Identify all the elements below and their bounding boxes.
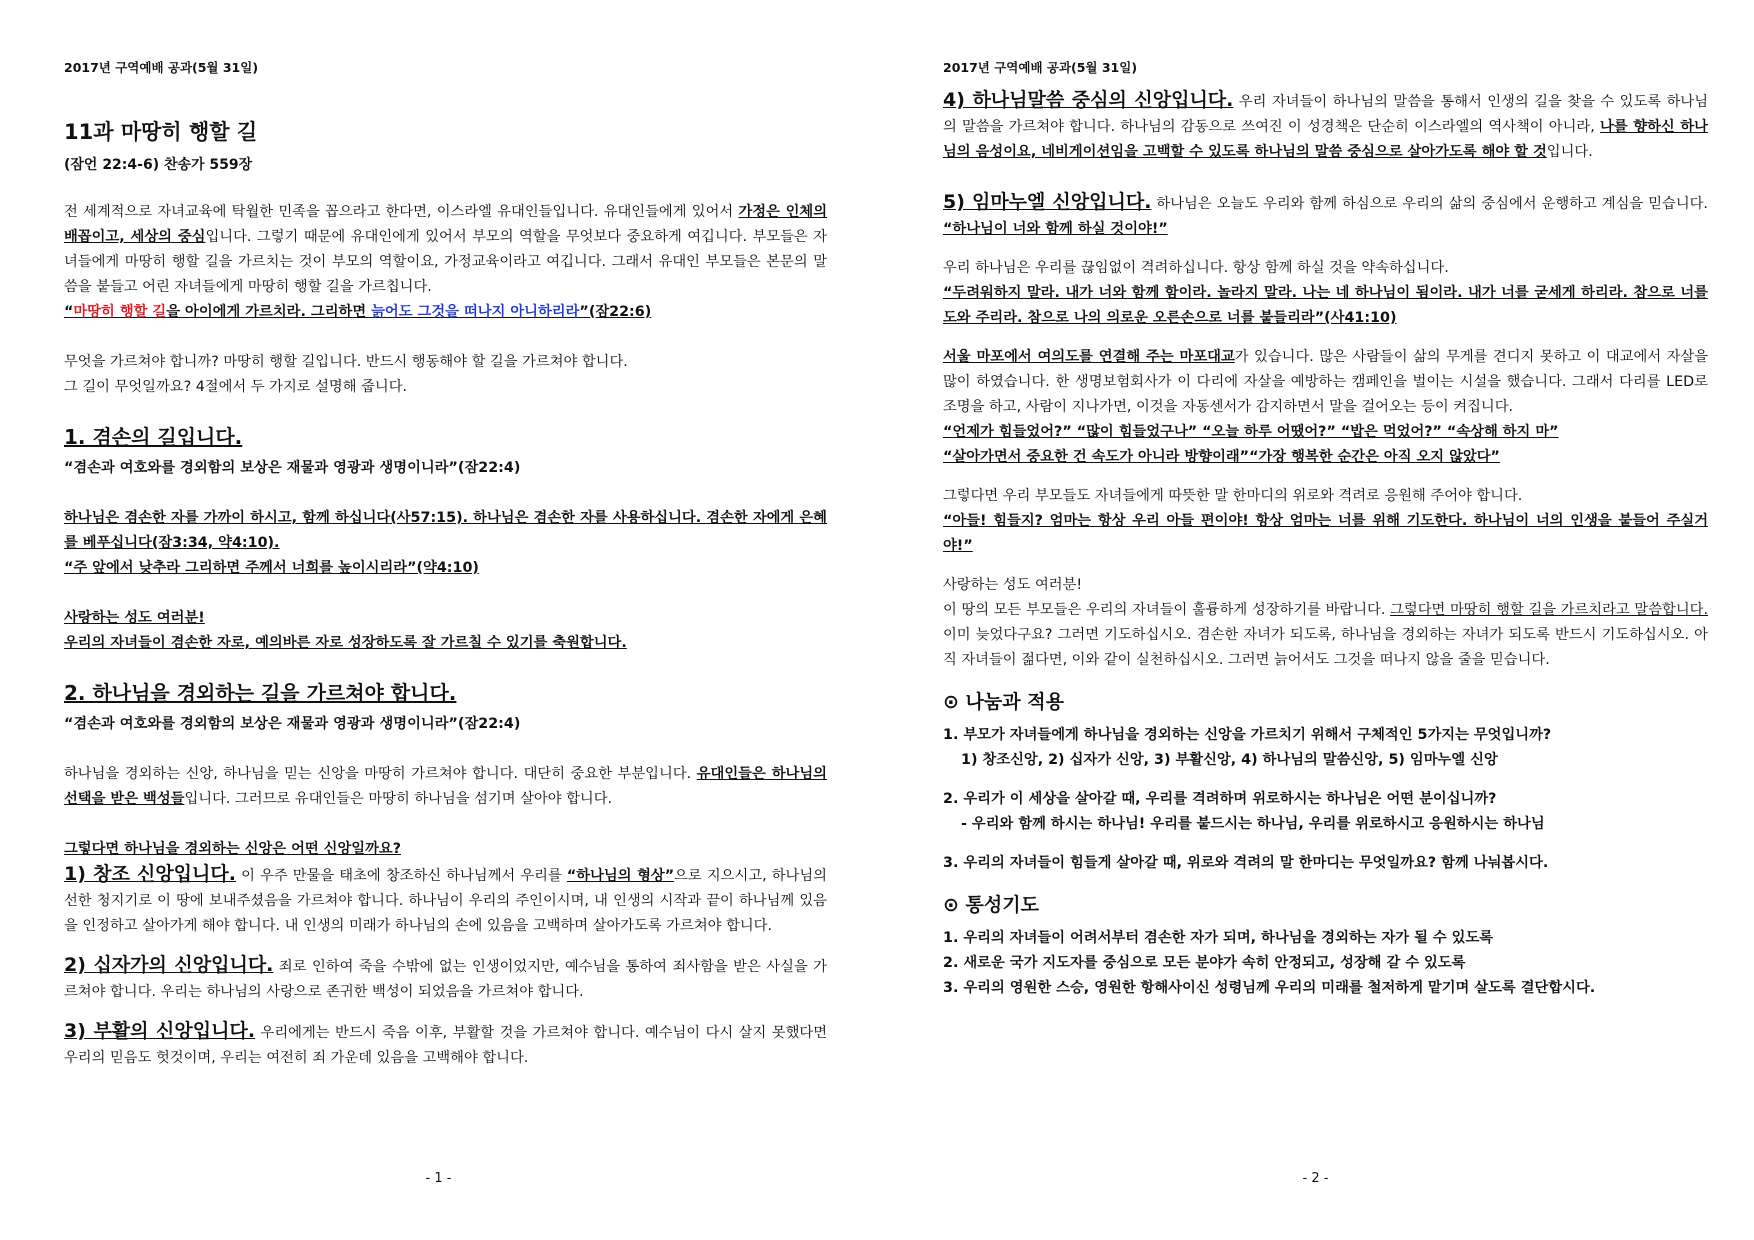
text: 이 우주 만물을 태초에 창조하신 하나님께서 우리를 (235, 868, 567, 884)
subsection-3 (64, 1019, 827, 1071)
subsection-1 (64, 862, 827, 939)
question: 그렇다면 하나님을 경외하는 신앙은 어떤 신앙일까요? (64, 841, 402, 857)
prayer-2: 2. 새로운 국가 지도자를 중심으로 모든 분야가 속히 안정되고, 성장해 갈 수 있도록 (943, 955, 1466, 971)
subsection-heading: 5) 임마누엘 신앙입니다. (943, 191, 1152, 213)
paragraph (943, 598, 1708, 673)
subsection-4 (943, 88, 1708, 165)
verse-quote-open: “ (64, 304, 74, 320)
emphasis: “하나님이 너와 함께 하실 것이야!” (943, 221, 1168, 237)
key-verse (64, 300, 827, 325)
paragraph: 하나님은 겸손한 자를 가까이 하시고, 함께 하십니다(사57:15). 하나님은 겸손한 자를 사용하십니다. 겸손한 자에게 은혜를 베푸십니다(잠3:34, 약4:10). (64, 510, 827, 551)
paragraph: 그렇다면 우리 부모들도 자녀들에게 따뜻한 말 한마디의 위로와 격려로 응원해 주어야 합니다. (943, 488, 1523, 504)
paragraph (943, 345, 1708, 420)
text: 우리 자녀들이 하나님의 말씀을 통해서 인생의 길을 찾을 수 있도록 하나님의 말씀을 가르쳐야 합니다. 하나님의 감동으로 쓰여진 이 성경책은 단순히 이스라엘의 역사책이 아니라, (943, 94, 1709, 135)
section-heading-1: 1. 겸손의 길입니다. (64, 425, 243, 449)
paragraph: 사랑하는 성도 여러분! (64, 610, 205, 626)
emphasis: 유대인들은 하나님의 선택을 받은 백성들 (64, 766, 827, 807)
emphasis: “하나님의 형상” (566, 868, 675, 884)
subsection-heading: 4) 하나님말씀 중심의 신앙입니다. (943, 89, 1234, 111)
text: 이 땅의 모든 부모들은 우리의 자녀들이 훌륭하게 성장하기를 바랍니다. (943, 602, 1391, 618)
paragraph: 우리 하나님은 우리를 끊임없이 격려하십니다. 항상 함께 하실 것을 약속하십니다. (943, 260, 1449, 276)
page-header: 2017년 구역예배 공과(5월 31일) (943, 60, 1138, 75)
intro-paragraph (64, 200, 827, 300)
paragraph: 무엇을 가르쳐야 합니까? 마땅히 행할 길입니다. 반드시 행동해야 할 길을 가르쳐야 합니다. (64, 354, 628, 370)
section-verse: “겸손과 여호와를 경외함의 보상은 재물과 영광과 생명이니라”(잠22:4) (64, 460, 521, 476)
answer-2: - 우리와 함께 하시는 하나님! 우리를 붙드시는 하나님, 우리를 위로하시고 응원하시는 하나님 (961, 816, 1545, 832)
quote: “살아가면서 중요한 건 속도가 아니라 방향이래”“가장 행복한 순간은 아직 오지 않았다” (943, 449, 1500, 465)
intro-emphasis: 가정은 인체의 배꼽이고, 세상의 중심 (64, 204, 828, 245)
section-verse: “겸손과 여호와를 경외함의 보상은 재물과 영광과 생명이니라”(잠22:4) (64, 716, 521, 732)
text: 입니다. 그러므로 유대인들은 마땅히 하나님을 섬기며 살아야 합니다. (184, 791, 613, 807)
text: 가 있습니다. 많은 사람들이 삶의 무게를 견디지 못하고 이 대교에서 자살을 많이 하였습니다. 한 생명보험회사가 이 다리에 자살을 예방하는 캠페인을 벌이는 시설을 했습니다. 그래서 다리를 LED로 조명을 하고, 사람이 지나가면, 이것을 자동센서가 감지하면서 말을 걸어오는 등이 켜집니다. (943, 349, 1709, 415)
lesson-subtitle: (잠언 22:4-6) 찬송가 559장 (64, 157, 253, 173)
emphasis: 나를 향하신 하나님의 음성이요, 네비게이션임을 고백할 수 있도록 하나님의 말씀 중심으로 살아가도록 해야 할 것 (943, 119, 1708, 160)
quote: “두려워하지 말라. 내가 너와 함께 함이라. 놀라지 말라. 나는 네 하나님이 됨이라. 내가 너를 굳세게 하리라. 참으로 너를 도와 주리라. 참으로 나의 의로운 오른손으로 너를 붙들리라”(사41:10) (943, 285, 1708, 326)
text: 이미 늦었다구요? 그러면 기도하십시오. 겸손한 자녀가 되도록, 하나님을 경외하는 자녀가 되도록 반드시 기도하십시오. 아직 자녀들이 젊다면, 이와 같이 실천하십시오. 그러면 늙어서도 그것을 떠나지 않을 줄을 믿습니다. (943, 627, 1708, 668)
verse-ref: ”(잠22:6) (579, 304, 652, 320)
text: 하나님을 경외하는 신앙, 하나님을 믿는 신앙을 마땅히 가르쳐야 합니다. 대단히 중요한 부분입니다. (64, 766, 697, 782)
answer-1: 1) 창조신앙, 2) 십자가 신앙, 3) 부활신앙, 4) 하나님의 말씀신앙, 5) 임마누엘 신앙 (961, 752, 1498, 768)
subsection-heading: 3) 부활의 신앙입니다. (64, 1020, 256, 1042)
prayer-1: 1. 우리의 자녀들이 어려서부터 겸손한 자가 되며, 하나님을 경외하는 자가 될 수 있도록 (943, 930, 1494, 946)
paragraph: 사랑하는 성도 여러분! (943, 577, 1083, 593)
prayer-heading: ⊙ 통성기도 (943, 894, 1039, 916)
intro-text-1: 전 세계적으로 자녀교육에 탁월한 민족을 꼽으라고 한다면, 이스라엘 유대인들입니다. 유대인들에게 있어서 (64, 204, 739, 220)
subsection-heading: 2) 십자가의 신앙입니다. (64, 954, 274, 976)
quote: “아들! 힘들지? 엄마는 항상 우리 아들 편이야! 항상 엄마는 너를 위해 기도한다. 하나님이 너의 인생을 붙들어 주실거야!” (943, 513, 1708, 554)
section-heading-2: 2. 하나님을 경외하는 길을 가르쳐야 합니다. (64, 681, 457, 705)
text: 죄로 인하여 죽을 수밖에 없는 인생이었지만, 예수님을 통하여 죄사함을 받은 사실을 가르쳐야 합니다. 우리는 하나님의 사랑으로 존귀한 백성이 되었음을 가르쳐야 합니다. (64, 959, 827, 1000)
question-1: 1. 부모가 자녀들에게 하나님을 경외하는 신앙을 가르치기 위해서 구체적인 5가지는 무엇입니까? (943, 727, 1552, 743)
lesson-title: 11과 마땅히 행할 길 (64, 120, 258, 144)
quote: “주 앞에서 낮추라 그리하면 주께서 너희를 높이시리라”(약4:10) (64, 560, 479, 576)
verse-blue-phrase: 늙어도 그것을 떠나지 아니하리라 (371, 304, 580, 320)
paragraph: 우리의 자녀들이 겸손한 자로, 예의바른 자로 성장하도록 잘 가르칠 수 있기를 축원합니다. (64, 635, 627, 651)
emphasis: 그렇다면 마땅히 행할 길을 가르치라고 말씀합니다. (1390, 602, 1708, 618)
quote: “언제가 힘들었어?” “많이 힘들었구나” “오늘 하루 어땠어?” “밥은 먹었어?” “속상해 하지 마” (943, 424, 1559, 440)
share-heading: ⊙ 나눔과 적용 (943, 691, 1064, 713)
text: 입니다. (1546, 144, 1593, 160)
page-header: 2017년 구역예배 공과(5월 31일) (64, 60, 259, 75)
page-right (877, 0, 1754, 1240)
emphasis: 서울 마포에서 여의도를 연결해 주는 마포대교 (943, 349, 1235, 365)
paragraph (64, 762, 827, 812)
question-2: 2. 우리가 이 세상을 살아갈 때, 우리를 격려하며 위로하시는 하나님은 어떤 분이십니까? (943, 791, 1497, 807)
prayer-3: 3. 우리의 영원한 스승, 영원한 항해사이신 성령님께 우리의 미래를 철저하게 맡기며 살도록 결단합시다. (943, 980, 1596, 996)
page-number: - 2 - (1302, 1171, 1329, 1186)
subsection-5 (943, 190, 1708, 242)
text: 하나님은 오늘도 우리와 함께 하심으로 우리의 삶의 중심에서 운행하고 계심을 믿습니다. (1151, 196, 1708, 212)
question-3: 3. 우리의 자녀들이 힘들게 살아갈 때, 위로와 격려의 말 한마디는 무엇일까요? 함께 나눠봅시다. (943, 855, 1549, 871)
verse-red-phrase: 마땅히 행할 길 (73, 304, 167, 320)
subsection-2 (64, 953, 827, 1005)
text: 우리에게는 반드시 죽음 이후, 부활할 것을 가르쳐야 합니다. 예수님이 다시 살지 못했다면 우리의 믿음도 헛것이며, 우리는 여전히 죄 가운데 있음을 고백해야 합니다. (64, 1025, 827, 1066)
subsection-heading: 1) 창조 신앙입니다. (64, 863, 236, 885)
text: 으로 지으시고, 하나님의 선한 청지기로 이 땅에 보내주셨음을 가르쳐야 합니다. 하나님이 우리의 주인이시며, 내 인생의 시작과 끝이 하나님께 있음을 인정하고 살아가게 해야 합니다. 내 인생의 미래가 하나님의 손에 있음을 고백하며 살아가도록 가르쳐야 합니다. (64, 868, 827, 934)
paragraph: 그 길이 무엇일까요? 4절에서 두 가지로 설명해 줍니다. (64, 379, 408, 395)
intro-text-2: 입니다. 그렇기 때문에 유대인에게 있어서 부모의 역할을 무엇보다 중요하게 여깁니다. 부모들은 자녀들에게 마땅히 행할 길을 가르치는 것이 부모의 역할이요, 가정교육이라고 여깁니다. 그래서 유대인 부모들은 본문의 말씀을 붙들고 어린 자녀들에게 마땅히 행할 길을 가르칩니다. (64, 229, 827, 295)
verse-mid: 을 아이에게 가르치라. 그리하면 (166, 304, 372, 320)
page-number: - 1 - (425, 1171, 452, 1186)
